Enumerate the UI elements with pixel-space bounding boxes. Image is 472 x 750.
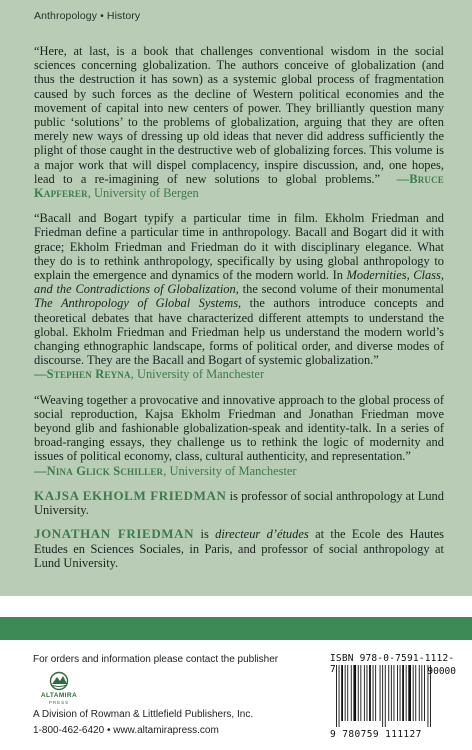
divider-green-band: [0, 617, 472, 640]
barcode-bar: [388, 665, 389, 721]
blurb-text: “Weaving together a provocative and innovative approach to the global process of social reproduction, Kajsa Ekholm Friedman and Jonathan Friedman move beyond glib and fashionable globalization-speak and identity-talk. In a series of broad-ranging essays, they challenge us to rethink the logic of modernity and issues of political economy, class, cultural authenticity, and representation.”: [34, 392, 444, 464]
author-bio-2: [34, 527, 444, 570]
barcode-bar: [385, 665, 386, 727]
blurb-affiliation: , University of Manchester: [163, 463, 297, 478]
barcode-bar: [428, 665, 429, 727]
barcode-bar: [430, 665, 431, 727]
barcode-bar: [380, 665, 381, 721]
barcode-bar: [391, 665, 392, 721]
barcode-bar: [424, 665, 425, 721]
barcode-bar: [406, 665, 407, 721]
barcode-bar: [351, 665, 352, 721]
barcode-bar: [402, 665, 404, 721]
barcode-bar: [347, 665, 348, 721]
barcode-bar: [400, 665, 401, 721]
blurb-text: , the second volume of their monumental: [235, 282, 444, 297]
blurb-2: [34, 211, 444, 381]
barcode-icon: [334, 665, 454, 729]
author-name: KAJSA EKHOLM FRIEDMAN: [34, 487, 227, 503]
blurb-text: “Here, at last, is a book that challenges conventional wisdom in the social sciences concerning globalization. The authors conceive of globalization (and thus the destruction it has sown) as a systemic global process of fragmentation caused by such forces as the decline of Western political economies and the movement of capital into new centers of power. They brilliantly question many public ‘solutions’ to the problems of globalization, arguing that they are often merely new ways of dressing up old ideas that never did address sufficiently the plight of those caught in the destructive web of globalizing forces. This volume is a major work that will dispel complacency, inspire discussion, and, one hopes, lead to a re-imagining of new solutions to global problems.”: [34, 44, 444, 186]
blurb-affiliation: , University of Bergen: [87, 186, 199, 201]
publisher-footer: [0, 640, 472, 750]
logo-wordmark: ALTAMIRA: [40, 692, 78, 699]
blurb-author: —Bruce Kapferer: [34, 171, 444, 201]
barcode-bar: [345, 665, 346, 721]
author-title: directeur d’études: [215, 527, 309, 542]
isbn-barcode-block: [330, 653, 458, 741]
barcode-bar: [413, 665, 414, 721]
barcode-bar: [367, 665, 368, 721]
series-title: The Anthropology of Global Systems: [34, 296, 239, 311]
author-name: JONATHAN FRIEDMAN: [34, 526, 195, 542]
barcode-bar: [375, 665, 376, 721]
isbn-label: ISBN 978-0-7591-1112-7: [330, 653, 455, 675]
blurb-author: —Stephen Reyna: [34, 367, 131, 382]
author-bio-1: [34, 489, 444, 517]
ean-digits: 9 780759 111127: [330, 729, 422, 740]
author-bio-text: is: [194, 527, 216, 542]
category-label: Anthropology • History: [34, 10, 141, 22]
blurb-affiliation: , University of Manchester: [130, 367, 265, 382]
barcode-bar: [339, 665, 340, 727]
barcode-bar: [341, 665, 343, 721]
barcode-bar: [364, 665, 365, 721]
barcode-bar: [358, 665, 359, 721]
barcode-bar: [369, 665, 371, 721]
blurb-text: “Bacall and Bogart typify a particular time in film. Ekholm Friedman and Friedman define a particular time in anthropology. Bacall and Bogart did it with grace; Ekholm Friedman and Friedman do it with disciplinary elegance. What they do is to rethink anthropology, specifically by using global anthropology to explain the emergence and dynamics of the modern world. In: [34, 211, 444, 283]
author-bio-text: at the Ecole des Hautes Etudes en Sciences Sociales, in Paris, and professor of social anthropology at Lund University.: [34, 527, 445, 570]
barcode-bar: [360, 665, 361, 721]
logo-mark-icon: [51, 673, 68, 690]
price-code: 90000: [427, 666, 456, 677]
barcode-bar: [373, 665, 374, 721]
blurb-author: —Nina Glick Schiller: [34, 463, 164, 478]
barcode-bar: [397, 665, 398, 721]
divider-white-band: [0, 596, 472, 617]
blurbs-column: [34, 44, 444, 580]
book-title: Modernities, Class, and the Contradictions of Globalization: [34, 268, 444, 297]
publisher-division: A Division of Rowman & Littlefield Publishers, Inc.: [33, 709, 254, 720]
blurb-1: [34, 44, 444, 200]
blurb-text: , the authors introduce concepts and theoretical debates that have characterized different attempts to understand the global. Ekholm Friedman and Friedman help us understand the modern world’s changing ethnographic landscape, forms of political order, and diverse modes of discourse. They are the Bacall and Bogart of systemic globalization.”: [34, 296, 444, 368]
logo-subtext: PRESS: [48, 700, 70, 705]
barcode-bar: [421, 665, 422, 721]
author-bio-text: is professor of social anthropology at Lund University.: [34, 488, 444, 518]
barcode-bar: [394, 665, 395, 721]
barcode-bar: [382, 665, 383, 727]
barcode-bar: [419, 665, 420, 721]
blurb-3: [34, 393, 444, 478]
orders-note: For orders and information please contact the publisher: [33, 654, 279, 665]
barcode-bar: [408, 665, 411, 721]
altamira-logo: [34, 669, 84, 709]
publisher-contact: 1-800-462-6420 • www.altamirapress.com: [33, 725, 219, 736]
barcode-bar: [336, 665, 337, 727]
barcode-bar: [353, 665, 356, 721]
barcode-bar: [415, 665, 416, 721]
